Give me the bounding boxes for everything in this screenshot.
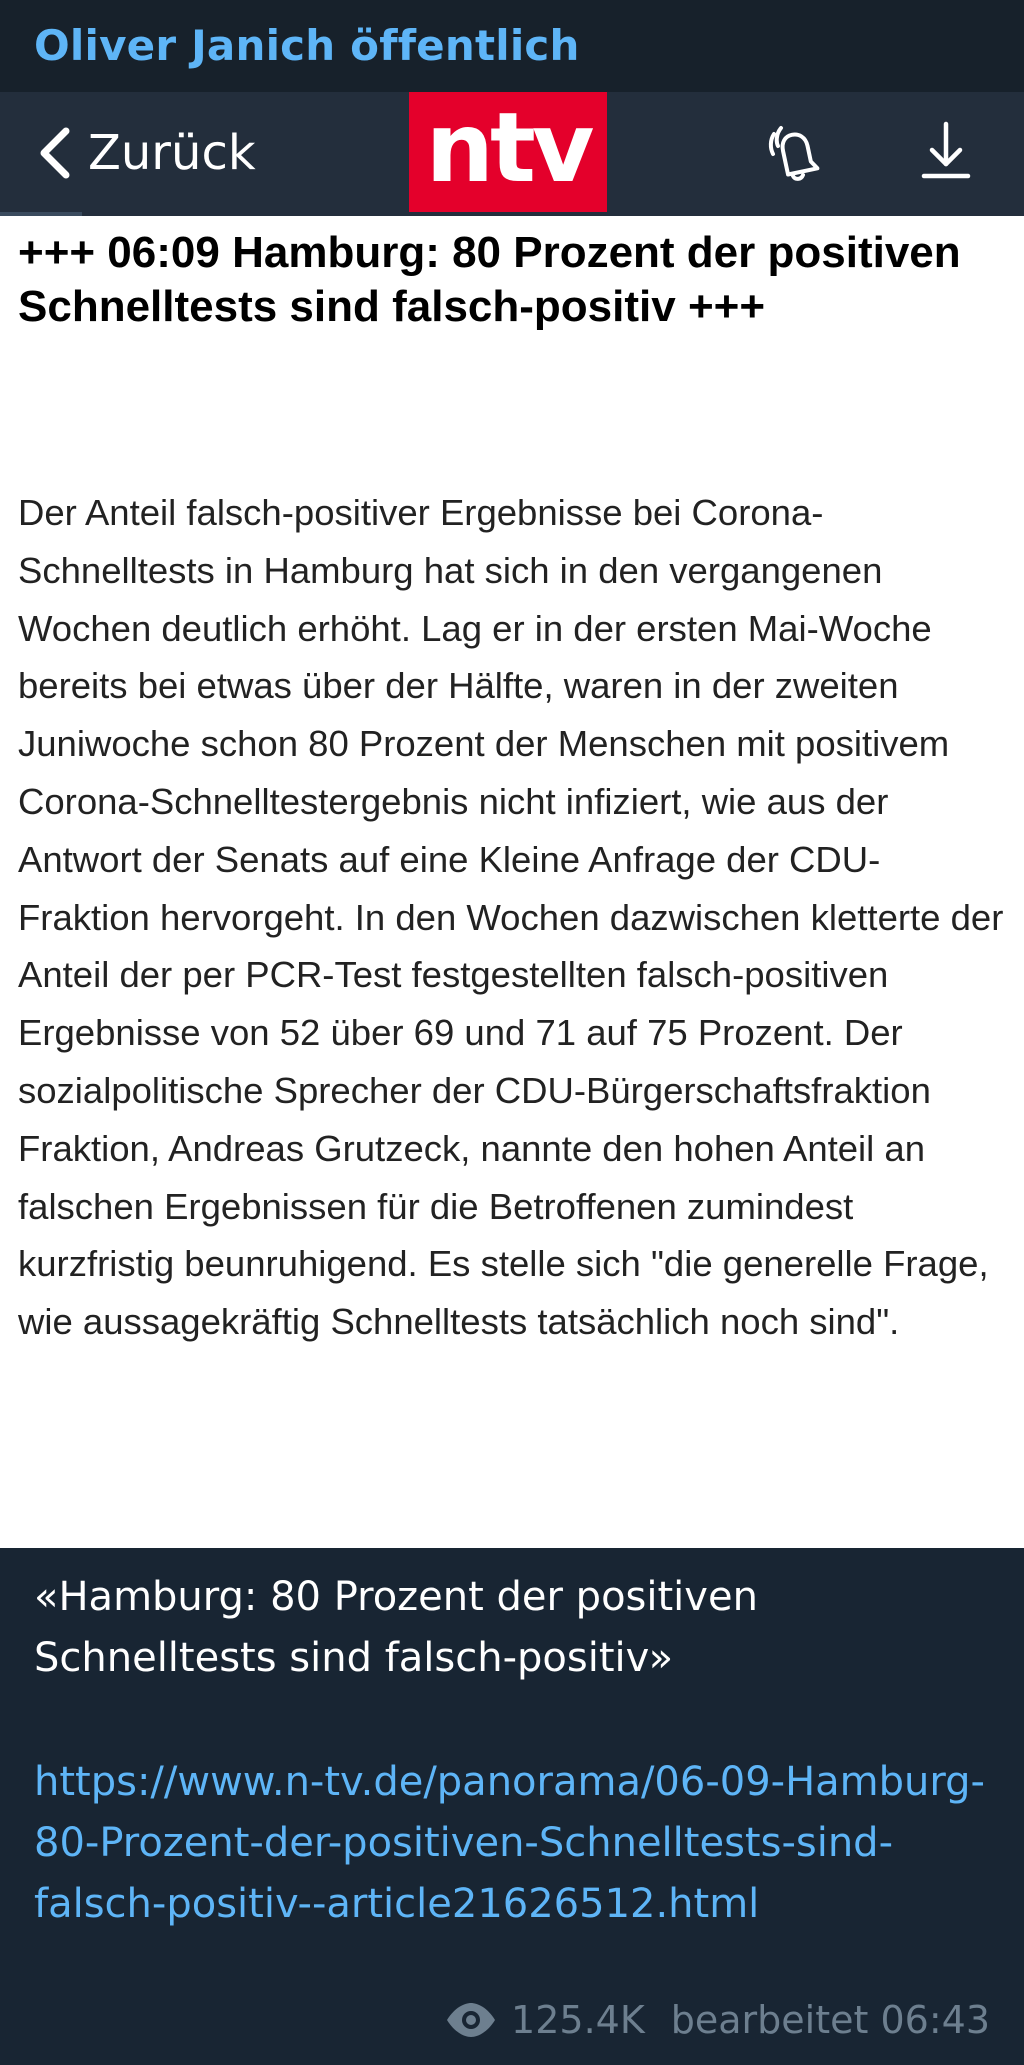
view-count: 125.4K	[511, 1998, 645, 2042]
ntv-logo-text: ntv	[425, 92, 591, 204]
edited-timestamp: bearbeitet 06:43	[670, 1998, 990, 2042]
eye-icon	[445, 2002, 497, 2038]
instant-view-header	[0, 92, 1024, 214]
message-meta	[445, 1990, 990, 2050]
article-body: Der Anteil falsch-positiver Ergebnisse bei Corona-Schnelltests in Hamburg hat sich in den vergangenen Wochen deutlich erhöht. Lag er in der ersten Mai-Woche bereits bei etwas über der Hälfte, waren in der zweiten Juniwoche schon 80 Prozent der Menschen mit positivem Corona-Schnelltestergebnis nicht infiziert, wie aus der Antwort der Senats auf eine Kleine Anfrage der CDU-Fraktion hervorgeht. In den Wochen dazwischen kletterte der Anteil der per PCR-Test festgestellten falsch-positiven Ergebnisse von 52 über 69 und 71 auf 75 Prozent. Der sozialpolitische Sprecher der CDU-Bürgerschaftsfraktion Fraktion, Andreas Grutzeck, nannte den hohen Anteil an falschen Ergebnissen für die Betroffenen zumindest kurzfristig beunruhigend. Es stelle sich "die generelle Frage, wie aussagekräftig Schnelltests tatsächlich noch sind".	[18, 492, 1004, 1343]
back-label: Zurück	[88, 125, 256, 181]
channel-name[interactable]: Oliver Janich öffentlich	[34, 21, 580, 70]
ntv-logo	[409, 92, 607, 212]
channel-header	[0, 0, 1024, 92]
article-title: +++ 06:09 Hamburg: 80 Prozent der positiven Schnelltests sind falsch-positiv +++	[18, 228, 961, 331]
article-view	[0, 216, 1024, 1548]
message-caption: «Hamburg: 80 Prozent der positiven Schnelltests sind falsch-positiv»	[34, 1574, 758, 1681]
back-button[interactable]	[34, 108, 256, 198]
bell-icon[interactable]	[760, 114, 832, 186]
article-link[interactable]: https://www.n-tv.de/panorama/06-09-Hamburg-80-Prozent-der-positiven-Schnelltests-sind-falsch-positiv--article21626512.html	[34, 1759, 985, 1927]
download-icon[interactable]	[910, 114, 982, 186]
back-chevron-icon	[34, 125, 78, 181]
